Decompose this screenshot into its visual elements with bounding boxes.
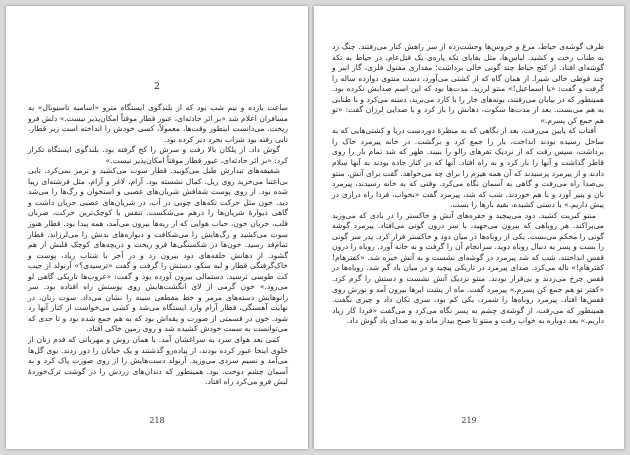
paragraph: کمی بعد هوای سرد به سراغشان آمد. با همان روش و مهربانی که قدم زنان از جلوی اینجا عبور کرده بودند، از پیاده‌رو گذشتند و یک خیابان را دور زدند. بوی گل‌ها می‌آمد و نسیم سردی می‌وزید. آرنولد دست‌هایش را از روی صورت پاک کرد و به آسمان چشم دوخت. بود. همینطور که دندان‌های زردش را در گوشت ترک‌خوردهٔ لبش فرو می‌کرد راه افتاد.: [28, 335, 288, 387]
right-page-text: [332, 42, 604, 327]
paragraph: ساعت یازده و نیم شب بود که از بلندگوی ایستگاه مترو «اسامیه تاسیونال» به مسافران اعلام شد «بر اثر حادثه‌ای، عبور قطار موقتاً امکان‌پذیر نیست.» دلش فرو ریخت. می‌دانست اینطور وقت‌ها، معمولاً، کسی خودش را انداخته است زیر قطار. تایی رفته بود شراب بخرد دیر کرده بود.: [28, 103, 288, 144]
paragraph: گوش داد. از پلکان بالا رفت و سرش را کج گرفته بود. بلندگوی ایستگاه تکرار کرد: «بر اثر حادثه‌ای، عبور قطار موقتاً امکان‌پذیر نیست.»: [28, 145, 288, 165]
left-page: [6, 6, 308, 449]
chapter-number: 2: [154, 82, 160, 92]
paragraph: طرف گوشه‌ی حیاط، مرغ و خروس‌ها وحشت‌زده از سر راهش کنار می‌رفتند. چنگ زد به طناب رخت و کشید. لباس‌ها، مثل بقایای تکه پاره‌ی یک قتل‌عام، در حیاط به تکه گوشه‌ای افتاد. از کنج حیاط چند گونی خالی برداشت؛ مقداری مفتول فلزی، گاز انبر و چند قوطی خالی شیرا. از همان گاه که از کشتی می‌آورد، دست منتوی دوازده ساله را گرفت و گفت: «یا اسماعیل!» منتو لرزید. مدت‌ها بود که این اسم صدایش نکرده بود. همینطور که در بیابان می‌رفتند، بوته‌های خار را با کارد می‌برید، دسته می‌کرد و با طنابی به هم می‌بست. بعد از مدت‌ها سکوت، دهانش را باز کرد و با صدایی لرزان گفت: «تو هم جمع کن پسرم.»: [332, 42, 604, 125]
paragraph: شقیقه‌های تبدارش طبل می‌کوبید. قطار سوت می‌کشید و ترمز نمی‌کرد. تایی بی‌اعتنا می‌خزید روی ریل. کمال نشسته بود. آرام، لاغر و آرام، مثل فرشته‌ای زیبا شده بود. از روی پوست شفافش شریان‌های عصبی و استخوان و رگ‌ها را می‌شد دید. خون مثل حرکت تکه‌های چوبی در آب، در شریان‌های عصبی جریان داشت و گاهی دیوارهٔ شریان‌ها را درهم می‌شکست. تنفس با کوچک‌ترین حرکت، ضربان قلب، جریان خون، حباب هوایی که از ریه‌ها بیرون می‌آمد، همه پیدا بود. قطار هنوز سوت می‌کشید و رگ‌هایش را می‌شکافت و دیواره‌های بدنش را می‌لرزاند. قطار تمام‌قد رسید. خون‌ها در شکستگی‌ها فرو ریخت و دریچه‌های کوچک قلبش از هم گشود. از دهانش حلقه‌های دود بیرون زد و در آخر با شتاب زیاد، پوست و خاک‌گرفتگی قطار و لبه سکو. دستش را گرفت و گفت «ترسیدی؟» آرنولد از جیب کت طوسی ترسید. دستمالی بیرون آورده بود و گفت: «غروب‌ها تاریکی گاهی لو می‌رود.» خون گرمی از لای انگشت‌هایش روی پوستش راه افتاده بود. سر زانوهایش دسته‌های مرمر و خط مقطعی سینه را نشان می‌داد. سوت زنان، در نهایت آهستگی، قطار آرام وارد ایستگاه می‌شد و کسی می‌خواست از کنار آنها رد شود. خون در قسمتی از صورت و یقه‌اش بود که به هم جمع شده بود و تا حدی که می‌توانست به سمت خودش کشیده شد و روی زمین خاکی افتاد.: [28, 166, 288, 334]
page-number-right: 219: [461, 416, 477, 425]
right-page: [314, 6, 624, 449]
paragraph: آفتاب که پایین می‌رفت، بعد از نگاهی که به منظرهٔ دوردست دریا و کشتی‌هایی که به ساحل رسیده بودند انداخت، بار را جمع کرد و برگشت. در خانه پیرمرد خاک را برداشت، سپس رفت که از نزدیک تفرهای زالو را ببیند. ظهر که شد تمام بار را روی قاطر گذاشت و آنها را بار کرد و به راه افتاد. آنها که در کنار جاده بودند به آنها سلام دادند و از پیرمرد پرسیدند که آن همه هیزم را برای چه می‌خواهد. گفت برای آتش. منتو بی‌صدا راه می‌رفت و گاهی به آسمان نگاه می‌کرد. وقتی که به خانه رسیدند، پیرمرد نان و پنیر آورد و با هم خوردند. شب که شد، پیرمرد گفت «بخواب، فردا راه درازی در پیش داریم.» با دستی کشیده، بقیه بارها را بست.: [332, 126, 604, 210]
paragraph: منتو کبریت کشید. دود می‌پیچید و حفره‌های آتش و خاکستر را در بادی که می‌وزید می‌پراکند. هر روباهی که بیرون می‌جهید، با سر درون گونی می‌افتاد. پیرمرد گوشه گونی را محکم می‌بست. یکی از روباه‌ها در میان دود و خاکستر فرار کرد. پدر سر گونی را بست و پسر به دنبال روباه دوید، سرانجام آن را گرفت و به خانه آورد. روباه را درون قفس انداختند. شب که شد پیرمرد در گوشه‌ای نشست و به آتش خیره شد. «کفترهام! کفترهام!» ناله می‌کرد. صدای پیرمرد در تاریکی پیچید و در میان باد گم شد. روباه‌ها در قفس چرخ می‌زدند و بی‌قرار بودند. منتو نزدیک آتش نشست و دستش را گرم کرد. «کفتر تو هم جمع کن پسرم.» پیرمرد گفت. ماه از پشت ابرها بیرون آمد و نورش روی قفس‌ها افتاد. پیرمرد روباه‌ها را شمرد، یکی کم بود، سری تکان داد و چیزی نگفت. همینطور که می‌رفت، از گوشه‌ی چشم به پسر نگاه می‌کرد و می‌گفت «فردا کار زیاد داریم.» بعد دوباره به خواب رفت و منتو تا صبح بیدار ماند و به صدای باد گوش داد.: [332, 210, 604, 326]
page-number-left: 218: [149, 416, 165, 425]
left-page-text: [28, 103, 288, 388]
book-gutter: [309, 6, 313, 449]
